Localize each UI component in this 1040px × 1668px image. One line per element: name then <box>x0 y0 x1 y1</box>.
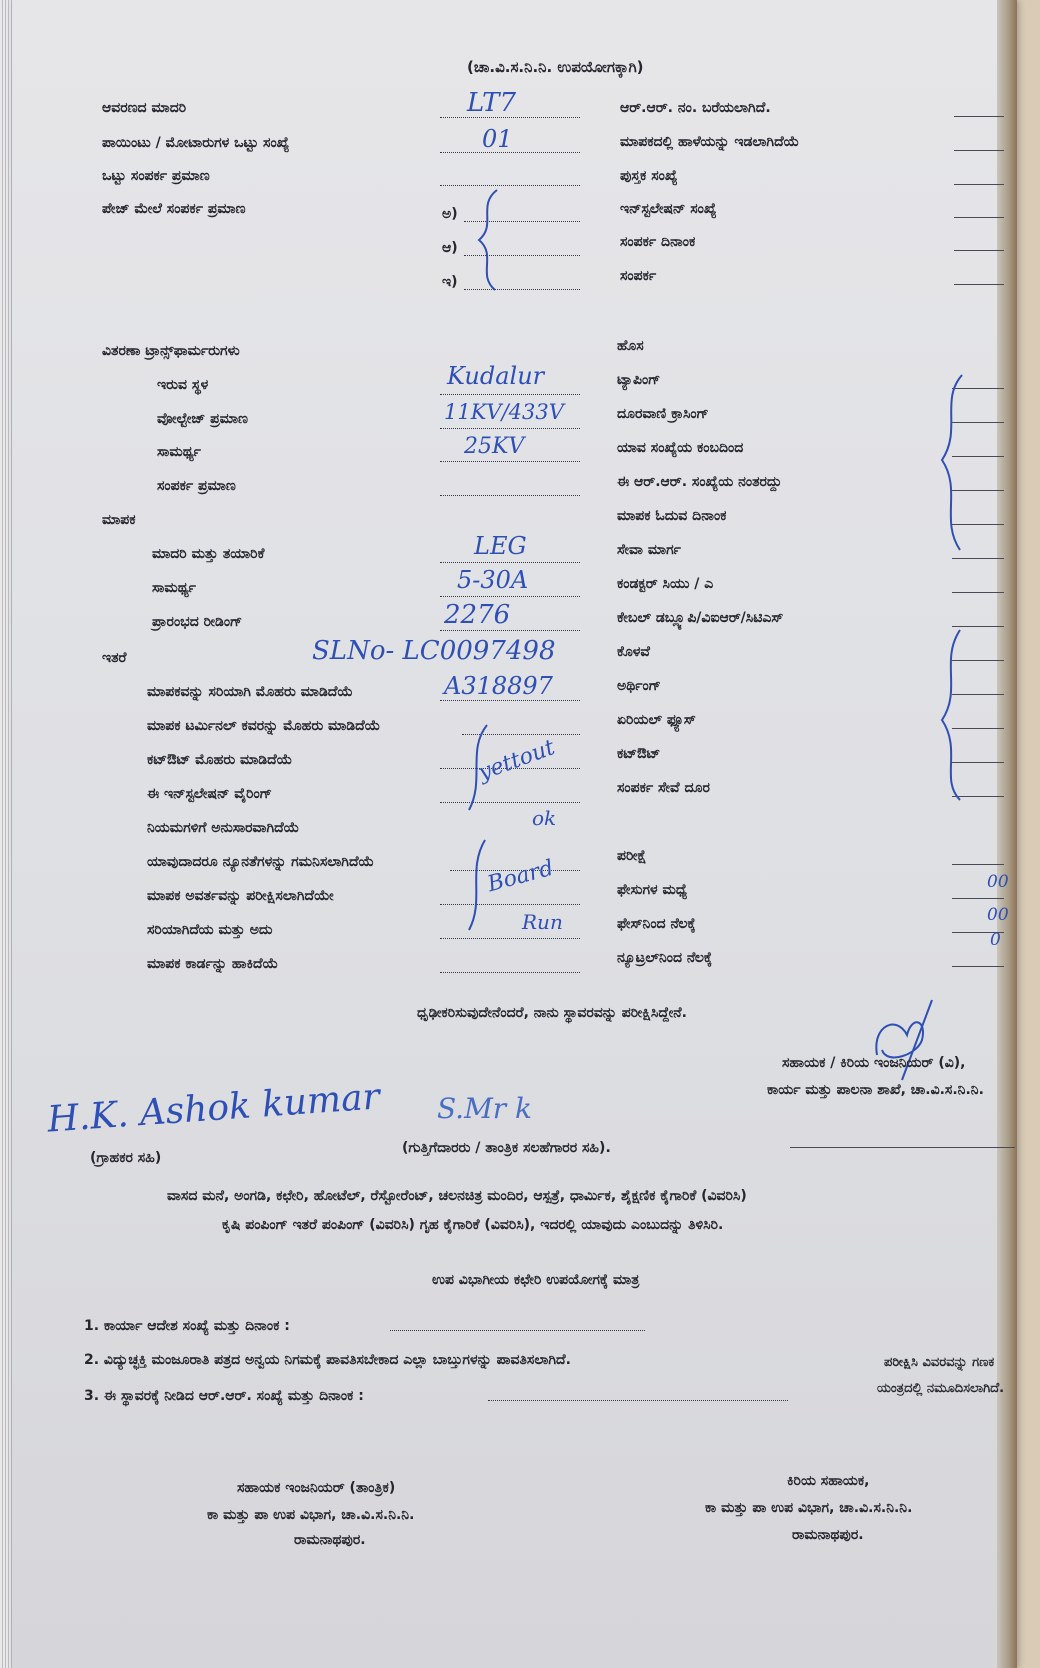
label-voltage: ವೋಲ್ಟೇಜ್ ಪ್ರಮಾಣ <box>157 411 248 427</box>
line-meter-sealed <box>440 700 580 701</box>
label-meter-capacity: ಸಾಮರ್ಥ್ಯ <box>152 580 196 596</box>
label-phase-load: ಪೇಜ್ ಮೇಲೆ ಸಂಪರ್ಕ ಪ್ರಮಾಣ <box>102 201 246 217</box>
value-make: LEG <box>474 532 527 560</box>
line-office-item-1 <box>390 1330 645 1331</box>
value-phase-to-phase: 00 <box>987 872 1009 892</box>
right-telephone-crossing: ದೂರವಾಣಿ ಕ್ರಾಸಿಂಗ್ <box>617 406 709 422</box>
right-phase-to-earth: ಫೇಸ್‌ನಿಂದ ನೆಲಕ್ಕೆ <box>617 916 696 932</box>
rule-t1 <box>952 864 1004 865</box>
label-cutout-sealed: ಕಟ್‌ಔಟ್ ಮೊಹರು ಮಾಡಿದೆಯೆ <box>147 752 293 768</box>
rule-r5 <box>954 250 1004 251</box>
line-connected-load <box>440 495 580 496</box>
marker-aa: ಆ) <box>442 240 458 256</box>
right-cutout: ಕಟ್‌ಔಟ್ <box>617 746 661 762</box>
label-location: ಇರುವ ಸ್ಥಳ <box>157 377 209 393</box>
label-initial-reading: ಪ್ರಾರಂಭದ ರೀಡಿಂಗ್ <box>152 614 243 630</box>
value-initial-reading: 2276 <box>444 600 511 630</box>
value-capacity: 25KV <box>464 434 525 459</box>
customer-signature: H.K. Ashok kumar <box>45 1076 382 1141</box>
note-ok: ok <box>532 806 557 830</box>
marker-i: ಇ) <box>442 274 458 290</box>
footer-right-1: ಕಿರಿಯ ಸಹಾಯಕ, <box>787 1473 870 1489</box>
line-meter-capacity <box>440 596 580 597</box>
note-yettout: yettout <box>475 735 559 786</box>
value-points-total: 01 <box>482 125 513 153</box>
right-neutral-to-earth: ನ್ಯೂಟ್ರಲ್‌ನಿಂದ ನೆಲಕ್ಕೆ <box>617 950 713 966</box>
footer-left-1: ಸಹಾಯಕ ಇಂಜನಿಯರ್ (ತಾಂತ್ರಿಕ) <box>237 1480 396 1496</box>
customer-sign-label: (ಗ್ರಾಹಕರ ಸಹಿ) <box>90 1150 162 1166</box>
rule-t2 <box>952 898 1004 899</box>
right-service-line: ಸೇವಾ ಮಾರ್ಗ <box>617 542 681 558</box>
label-capacity: ಸಾಮರ್ಥ್ಯ <box>157 444 201 460</box>
engineer-sign-line <box>790 1147 1015 1148</box>
label-meter-sealed: ಮಾಪಕವನ್ನು ಸರಿಯಾಗಿ ಮೊಹರು ಮಾಡಿದೆಯೆ <box>147 684 353 700</box>
label-terminal-sealed: ಮಾಪಕ ಟರ್ಮಿನಲ್ ಕವರನ್ನು ಮೊಹರು ಮಾಡಿದೆಯೆ <box>147 718 381 734</box>
value-neutral-to-earth: 0 <box>990 930 1001 950</box>
label-points-total: ಪಾಯಿಂಟು / ಮೋಟಾರುಗಳ ಒಟ್ಟು ಸಂಖ್ಯೆ <box>102 135 290 151</box>
bracket-mark <box>467 185 507 295</box>
marker-a: ಅ) <box>442 206 458 222</box>
line-capacity <box>440 461 580 462</box>
line-office-item-3 <box>488 1400 788 1401</box>
note-run: Run <box>522 910 563 934</box>
right-pipe: ಕೊಳವೆ <box>617 644 650 660</box>
right-new: ಹೊಸ <box>617 338 644 354</box>
right-book-no: ಪುಸ್ತಕ ಸಂಖ್ಯೆ <box>620 168 678 184</box>
label-defects: ಯಾವುದಾದರೂ ನ್ಯೂನತೆಗಳನ್ನು ಗಮನಿಸಲಾಗಿದೆಯೆ <box>147 854 375 870</box>
right-meter-reading-date: ಮಾಪಕ ಓದುವ ದಿನಾಂಕ <box>617 508 727 524</box>
value-premises-type: LT7 <box>467 88 517 118</box>
label-total-load: ಒಟ್ಟು ಸಂಪರ್ಕ ಪ್ರಮಾಣ <box>102 168 210 184</box>
engineer-title-line1: ಸಹಾಯಕ / ಕಿರಿಯ ಇಂಜನಿಯರ್ (ವಿ), <box>782 1055 966 1071</box>
line-make <box>440 562 580 563</box>
engineer-title-line2: ಕಾರ್ಯ ಮತ್ತು ಪಾಲನಾ ಶಾಖೆ, ಚಾ.ವಿ.ಸ.ನಿ.ನಿ. <box>767 1082 984 1098</box>
footer-left-2: ಕಾ ಮತ್ತು ಪಾ ಉಪ ವಿಭಾಗ, ಚಾ.ವಿ.ಸ.ನಿ.ನಿ. <box>207 1507 415 1523</box>
office-item-2: 2. ವಿದ್ಯುಚ್ಛಕ್ತಿ ಮಂಜೂರಾತಿ ಪತ್ರದ ಅನ್ವಯ ನಿಗಮಕ್ಕೆ ಪಾವತಿಸಬೇಕಾದ ಎಲ್ಲಾ ಬಾಬ್ತುಗಳನ್ನು ಪಾವತಿಸಲಾಗಿದೆ. <box>84 1352 571 1368</box>
certification-text: ಧೃಢೀಕರಿಸುವುದೇನೆಂದರೆ, ನಾನು ಸ್ಥಾವರವನ್ನು ಪರೀಕ್ಷಿಸಿದ್ದೇನೆ. <box>417 1005 687 1021</box>
right-cable: ಕೇಬಲ್ ಡಬ್ಲ್ಯೂಪಿ/ವಿಐಆರ್/ಸಿಟಿಎಸ್ <box>617 610 784 626</box>
right-bracket-mark <box>932 370 972 810</box>
line-initial-reading <box>440 630 580 631</box>
right-sheet-kept: ಮಾಪಕದಲ್ಲಿ ಹಾಳೆಯನ್ನು ಇಡಲಾಗಿದೆಯೆ <box>620 134 800 150</box>
line-total-load <box>440 185 580 186</box>
value-location: Kudalur <box>447 362 545 390</box>
rule-r6 <box>954 284 1004 285</box>
rule-t4 <box>952 966 1004 967</box>
others-bracket-mark <box>457 720 497 940</box>
label-connected-load: ಸಂಪರ್ಕ ಪ್ರಮಾಣ <box>157 478 236 494</box>
category-note-line1: ವಾಸದ ಮನೆ, ಅಂಗಡಿ, ಕಛೇರಿ, ಹೋಟೆಲ್, ರೆಸ್ಟೋರೆಂಟ್, ಚಲನಚಿತ್ರ ಮಂದಿರ, ಆಸ್ಪತ್ರೆ, ಧಾರ್ಮಿಕ, ಶೈಕ್ಷಣಿಕ ಕೈಗಾರಿಕೆ (ವಿವರಿಸಿ) <box>167 1188 747 1204</box>
label-meter-tested: ಮಾಪಕ ಅವರ್ತವನ್ನು ಪರೀಕ್ಷಿಸಲಾಗಿದೆಯೇ <box>147 888 334 904</box>
line-voltage <box>440 428 580 429</box>
office-item-3: 3. ಈ ಸ್ಥಾವರಕ್ಕೆ ನೀಡಿದ ಆರ್.ಆರ್. ಸಂಖ್ಯೆ ಮತ್ತು ದಿನಾಂಕ : <box>84 1388 364 1404</box>
rule-r4 <box>954 217 1004 218</box>
value-meter-capacity: 5-30A <box>457 566 529 594</box>
contractor-sign-label: (ಗುತ್ತಿಗೆದಾರರು / ತಾಂತ್ರಿಕ ಸಲಹೆಗಾರರ ಸಹಿ). <box>402 1140 611 1156</box>
office-side-note-1: ಪರೀಕ್ಷಿಸಿ ವಿವರವನ್ನು ಗಣಕ <box>884 1355 995 1370</box>
label-make: ಮಾದರಿ ಮತ್ತು ತಯಾರಿಕೆ <box>152 546 265 562</box>
right-service-distance: ಸಂಪರ್ಕ ಸೇವೆ ದೂರ <box>617 780 710 796</box>
rule-r3 <box>954 184 1004 185</box>
right-after-rr: ಈ ಆರ್.ಆರ್. ಸಂಖ್ಯೆಯ ನಂತರದ್ದು <box>617 474 782 490</box>
footer-left-3: ರಾಮನಾಥಪುರ. <box>294 1532 366 1548</box>
right-rr-written: ಆರ್.ಆರ್. ನಂ. ಬರೆಯಲಾಗಿದೆ. <box>620 100 771 116</box>
right-phase-to-phase: ಫೇಸುಗಳ ಮಧ್ಯೆ <box>617 882 688 898</box>
label-wiring: ಈ ಇನ್‌ಸ್ಟಲೇಷನ್ ವೈರಿಂಗ್ <box>147 786 272 802</box>
engineer-signature <box>867 995 937 1085</box>
right-conductor: ಕಂಡಕ್ಟರ್ ಸಿಯು / ಎ <box>617 576 714 592</box>
label-premises-type: ಆವರಣದ ಮಾದರಿ <box>102 100 187 116</box>
value-phase-to-earth: 00 <box>987 905 1009 925</box>
label-meter-card: ಮಾಪಕ ಕಾರ್ಡನ್ನು ಹಾಕಿದೆಯೆ <box>147 956 279 972</box>
right-connection: ಸಂಪರ್ಕ <box>620 268 657 284</box>
right-installation-no: ಇನ್‌ಸ್ಟಲೇಷನ್ ಸಂಖ್ಯೆ <box>620 201 717 217</box>
line-meter-card <box>440 972 580 973</box>
right-pole-no: ಯಾವ ಸಂಖ್ಯೆಯ ಕಂಬದಿಂದ <box>617 440 744 456</box>
right-connection-date: ಸಂಪರ್ಕ ದಿನಾಂಕ <box>620 234 696 250</box>
rule-r1 <box>954 116 1004 117</box>
office-heading: ಉಪ ವಿಭಾಗೀಯ ಕಛೇರಿ ಉಪಯೋಗಕ್ಕೆ ಮಾತ್ರ <box>432 1272 640 1288</box>
label-correct: ಸರಿಯಾಗಿದೆಯ ಮತ್ತು ಅದು <box>147 922 273 938</box>
contractor-signature: S.Mr k <box>437 1092 533 1125</box>
right-earthing: ಅರ್ಥಿಂಗ್ <box>617 678 661 694</box>
transformer-heading: ವಿತರಣಾ ಟ್ರಾನ್ಸ್‌ಫಾರ್ಮರುಗಳು <box>102 343 240 359</box>
form-title: (ಚಾ.ವಿ.ಸ.ನಿ.ನಿ. ಉಪಯೋಗಕ್ಕಾಗಿ) <box>467 58 644 76</box>
right-tapping: ಟ್ಯಾಪಿಂಗ್ <box>617 372 661 388</box>
office-item-1: 1. ಕಾರ್ಯಾ ಆದೇಶ ಸಂಖ್ಯೆ ಮತ್ತು ದಿನಾಂಕ : <box>84 1318 290 1334</box>
footer-right-2: ಕಾ ಮತ್ತು ಪಾ ಉಪ ವಿಭಾಗ, ಚಾ.ವಿ.ಸ.ನಿ.ನಿ. <box>705 1500 913 1516</box>
value-meter-sealed: A318897 <box>444 672 553 700</box>
note-board: Board <box>484 855 557 898</box>
rule-r2 <box>954 150 1004 151</box>
footer-right-3: ರಾಮನಾಥಪುರ. <box>792 1527 864 1543</box>
category-note-line2: ಕೃಷಿ ಪಂಪಿಂಗ್ ಇತರೆ ಪಂಪಿಂಗ್ (ವಿವರಿಸಿ) ಗೃಹ ಕೈಗಾರಿಕೆ (ವಿವರಿಸಿ), ಇದರಲ್ಲಿ ಯಾವುದು ಎಂಬುದನ್ನು ತಿಳಿಸಿರಿ. <box>222 1217 724 1233</box>
others-heading: ಇತರೆ <box>102 650 127 666</box>
office-side-note-2: ಯಂತ್ರದಲ್ಲಿ ನಮೂದಿಸಲಾಗಿದೆ. <box>877 1381 1005 1396</box>
right-aerial-fuse: ಏರಿಯಲ್ ಫ್ಯೂಸ್ <box>617 712 696 728</box>
meter-heading: ಮಾಪಕ <box>102 512 136 528</box>
right-test: ಪರೀಕ್ಷೆ <box>617 848 647 864</box>
line-location <box>440 394 580 395</box>
form-page <box>12 0 1017 1668</box>
meter-serial-no: SLNo- LC0097498 <box>312 636 556 666</box>
value-voltage: 11KV/433V <box>444 400 564 424</box>
label-rules-compliance: ನಿಯಮಗಳಿಗೆ ಅನುಸಾರವಾಗಿದೆಯೆ <box>147 820 300 836</box>
